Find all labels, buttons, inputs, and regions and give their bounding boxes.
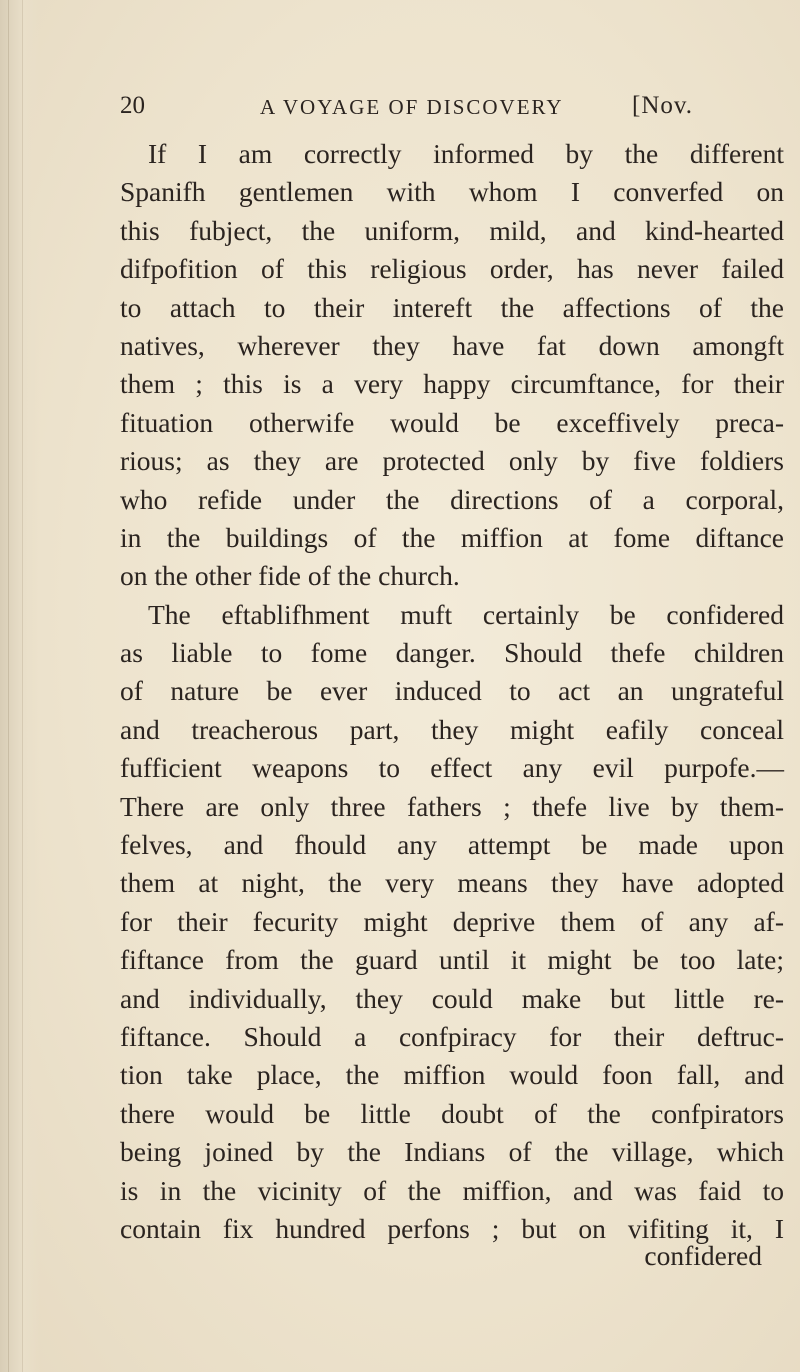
running-title: A VOYAGE OF DISCOVERY xyxy=(260,95,564,119)
text-line: felves, and fhould any attempt be made upon xyxy=(120,829,784,861)
binding-gutter xyxy=(0,0,40,1372)
text-line: Spanifh gentlemen with whom I converfed on xyxy=(120,176,784,208)
text-line: being joined by the Indians of the village, which xyxy=(120,1136,784,1168)
gutter-edge-line xyxy=(22,0,23,1372)
body-text xyxy=(120,135,784,1248)
catchword: confidered xyxy=(644,1240,762,1271)
paragraph xyxy=(120,135,784,596)
text-line: fufficient weapons to effect any evil purpofe.— xyxy=(120,752,784,784)
text-line: tion take place, the miffion would foon fall, and xyxy=(120,1059,784,1091)
text-line: fiftance. Should a confpiracy for their deftruc- xyxy=(120,1020,784,1052)
text-line: There are only three fathers ; thefe live by them- xyxy=(120,790,784,822)
text-line: in the buildings of the miffion at fome diftance xyxy=(120,521,784,553)
text-line: of nature be ever induced to act an ungrateful xyxy=(120,675,784,707)
text-line: difpofition of this religious order, has never failed xyxy=(120,253,784,285)
text-line: contain fix hundred perfons ; but on vifiting it, I xyxy=(120,1212,784,1244)
date-mark: [Nov. xyxy=(632,92,694,119)
text-line: fiftance from the guard until it might be too late; xyxy=(120,944,784,976)
text-line: who refide under the directions of a corporal, xyxy=(120,483,784,515)
text-line: If I am correctly informed by the different xyxy=(148,138,784,169)
text-line: fituation otherwife would be exceffively preca- xyxy=(120,406,784,438)
text-line: The eftablifhment muft certainly be confidered xyxy=(148,598,784,630)
text-line: is in the vicinity of the miffion, and was faid to xyxy=(120,1174,784,1206)
text-line: natives, wherever they have fat down amongft xyxy=(120,329,784,361)
text-line: on the other fide of the church. xyxy=(120,560,460,592)
text-line: and individually, they could make but little re- xyxy=(120,982,784,1014)
text-line: to attach to their intereft the affections of the xyxy=(120,291,784,323)
text-line: them ; this is a very happy circumftance, for their xyxy=(120,368,784,400)
text-line: this fubject, the uniform, mild, and kind-hearted xyxy=(120,214,784,246)
page-header xyxy=(120,92,782,132)
text-line: as liable to fome danger. Should thefe children xyxy=(120,637,784,669)
text-line: and treacherous part, they might eafily conceal xyxy=(120,713,784,745)
text-line: for their fecurity might deprive them of any af- xyxy=(120,905,784,937)
text-line: them at night, the very means they have adopted xyxy=(120,867,784,899)
gutter-edge-line xyxy=(8,0,9,1372)
page-number: 20 xyxy=(120,92,145,119)
text-line: rious; as they are protected only by five foldiers xyxy=(120,445,784,477)
text-line: there would be little doubt of the confpirators xyxy=(120,1097,784,1129)
paragraph xyxy=(120,596,784,1249)
